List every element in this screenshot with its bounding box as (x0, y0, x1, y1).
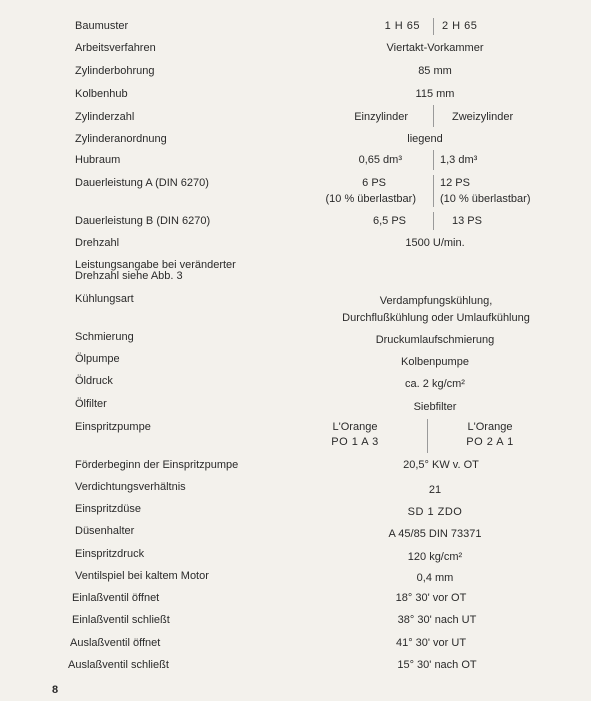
spec-label: Öldruck (75, 375, 113, 387)
spec-label: Dauerleistung A (DIN 6270) (75, 177, 209, 189)
spec-value: Siebfilter (413, 401, 457, 413)
spec-value-left: 1 H 65 (384, 20, 420, 32)
spec-value-right: Zweizylinder (452, 111, 514, 123)
spec-label: Leistungsangabe bei veränderter (75, 259, 236, 271)
spec-value-left-line2: PO 1 A 3 (331, 436, 379, 448)
column-divider (433, 175, 434, 207)
spec-value-left: 6,5 PS (372, 215, 406, 227)
spec-label: Einlaßventil schließt (72, 614, 170, 626)
spec-value: SD 1 ZDO (407, 506, 463, 518)
column-divider (433, 105, 434, 127)
spec-label: Ventilspiel bei kaltem Motor (75, 570, 209, 582)
spec-value: Kolbenpumpe (401, 356, 469, 368)
spec-value: 85 mm (418, 65, 452, 77)
spec-label: Kühlungsart (75, 293, 134, 305)
spec-value-right-note: (10 % überlastbar) (440, 193, 531, 205)
spec-label: Förderbeginn der Einspritzpumpe (75, 459, 239, 471)
spec-value: 20,5° KW v. OT (403, 459, 479, 471)
spec-label: Ölpumpe (75, 353, 120, 365)
spec-label: Zylinderanordnung (75, 133, 167, 145)
spec-value-right: L'Orange (467, 421, 513, 433)
spec-label: Einspritzpumpe (75, 421, 151, 433)
spec-value-right: 12 PS (440, 177, 470, 189)
column-divider (433, 212, 434, 230)
column-divider (433, 150, 434, 170)
spec-label: Verdichtungsverhältnis (75, 481, 186, 493)
spec-value: 41° 30' vor UT (395, 637, 467, 649)
spec-value: liegend (407, 133, 443, 145)
spec-value: 21 (428, 484, 442, 496)
spec-value-left-note: (10 % überlastbar) (325, 193, 416, 205)
spec-value-left: Einzylinder (354, 111, 408, 123)
spec-value: 1500 U/min. (405, 237, 465, 249)
spec-label: Arbeitsverfahren (75, 42, 156, 54)
spec-label: Zylinderzahl (75, 111, 135, 123)
spec-value-right: 2 H 65 (442, 20, 478, 32)
spec-value-right: 13 PS (452, 215, 482, 227)
spec-value: 15° 30' nach OT (397, 659, 477, 671)
spec-value: 38° 30' nach UT (397, 614, 477, 626)
spec-label: Ölfilter (75, 398, 107, 410)
spec-label: Auslaßventil schließt (68, 659, 169, 671)
spec-value: A 45/85 DIN 73371 (388, 528, 482, 540)
spec-value: ca. 2 kg/cm² (405, 378, 465, 390)
spec-value-left: 0,65 dm³ (358, 154, 402, 166)
spec-label: Dauerleistung B (DIN 6270) (75, 215, 211, 227)
spec-label: Baumuster (75, 20, 129, 32)
spec-value: Verdampfungskühlung, (379, 295, 493, 307)
spec-value-left: L'Orange (332, 421, 378, 433)
spec-value: Viertakt-Vorkammer (386, 42, 484, 54)
spec-value: Druckumlaufschmierung (375, 334, 495, 346)
spec-label: Zylinderbohrung (75, 65, 155, 77)
spec-value: 115 mm (415, 88, 455, 100)
spec-label: Schmierung (75, 331, 134, 343)
spec-value-line2: Durchflußkühlung oder Umlaufkühlung (342, 312, 530, 324)
column-divider (433, 18, 434, 35)
spec-value: 120 kg/cm² (407, 551, 463, 563)
spec-value: 0,4 mm (416, 572, 454, 584)
spec-value-right: 1,3 dm³ (440, 154, 478, 166)
spec-label: Einspritzdüse (75, 503, 142, 515)
spec-value-right-line2: PO 2 A 1 (466, 436, 514, 448)
spec-label: Hubraum (75, 154, 121, 166)
page-number: 8 (52, 684, 59, 696)
spec-label: Düsenhalter (75, 525, 135, 537)
spec-label: Kolbenhub (75, 88, 128, 100)
spec-label: Einspritzdruck (75, 548, 145, 560)
spec-value: 18° 30' vor OT (395, 592, 467, 604)
column-divider (427, 419, 428, 453)
spec-label: Einlaßventil öffnet (72, 592, 160, 604)
spec-value-left: 6 PS (362, 177, 386, 189)
spec-label-line2: Drehzahl siehe Abb. 3 (75, 270, 183, 282)
spec-label: Drehzahl (75, 237, 120, 249)
spec-label: Auslaßventil öffnet (70, 637, 161, 649)
